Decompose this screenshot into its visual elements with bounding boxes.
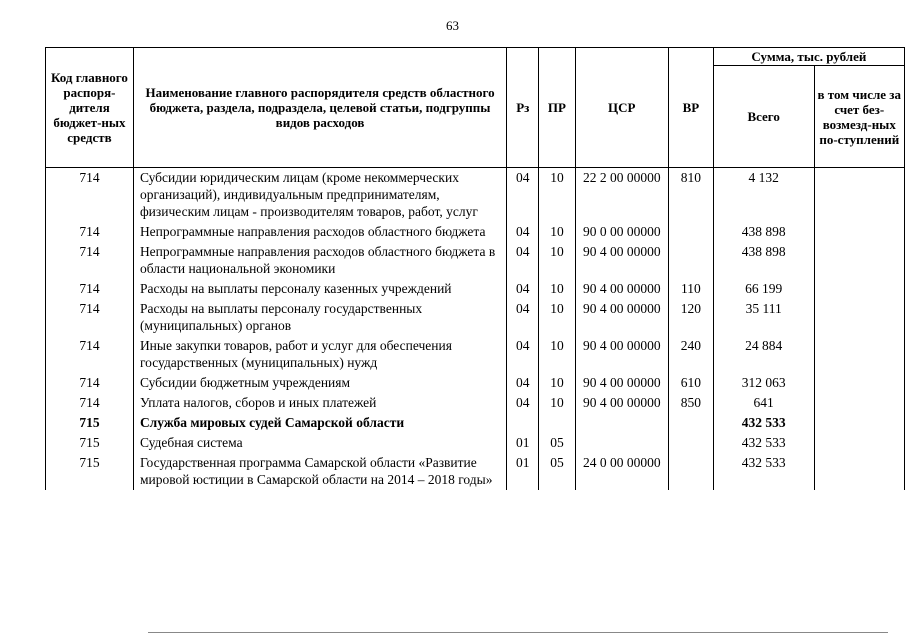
cell-name: Судебная система [133,433,506,453]
cell-rz: 01 [507,453,539,490]
cell-incl [814,373,904,393]
cell-code: 714 [46,373,134,393]
cell-code: 714 [46,336,134,373]
cell-incl [814,242,904,279]
cell-rz [507,413,539,433]
cell-code: 714 [46,222,134,242]
cell-incl [814,279,904,299]
table-row [46,453,905,490]
cell-name: Непрограммные направления расходов областного бюджета [133,222,506,242]
cell-name: Уплата налогов, сборов и иных платежей [133,393,506,413]
cell-csr: 90 4 00 00000 [575,393,668,413]
cell-pr: 05 [539,453,575,490]
cell-total: 24 884 [713,336,814,373]
table-row [46,413,905,433]
cell-pr: 10 [539,336,575,373]
table-row [46,393,905,413]
cell-name: Расходы на выплаты персоналу государственных (муниципальных) органов [133,299,506,336]
cell-total: 438 898 [713,222,814,242]
header-vr: ВР [668,48,713,168]
header-csr: ЦСР [575,48,668,168]
cell-total: 432 533 [713,453,814,490]
table-row [46,336,905,373]
cell-name: Иные закупки товаров, работ и услуг для обеспечения государственных (муниципальных) нужд [133,336,506,373]
cell-vr: 850 [668,393,713,413]
cell-csr: 90 0 00 00000 [575,222,668,242]
table-row [46,373,905,393]
cell-pr: 10 [539,279,575,299]
header-pr: ПР [539,48,575,168]
cell-incl [814,299,904,336]
cell-total: 4 132 [713,168,814,223]
cell-total: 66 199 [713,279,814,299]
cell-csr: 22 2 00 00000 [575,168,668,223]
cell-pr: 10 [539,168,575,223]
cell-total: 432 533 [713,433,814,453]
cell-incl [814,393,904,413]
cell-vr [668,242,713,279]
cell-csr: 90 4 00 00000 [575,242,668,279]
cell-name: Служба мировых судей Самарской области [133,413,506,433]
cell-vr: 110 [668,279,713,299]
cell-name: Субсидии бюджетным учреждениям [133,373,506,393]
cell-total: 641 [713,393,814,413]
cell-incl [814,453,904,490]
cell-pr: 10 [539,393,575,413]
cell-incl [814,222,904,242]
cell-incl [814,336,904,373]
cell-pr: 10 [539,222,575,242]
cell-vr [668,453,713,490]
cell-vr: 240 [668,336,713,373]
header-rz: Рз [507,48,539,168]
cell-pr [539,413,575,433]
cell-code: 715 [46,433,134,453]
budget-table [45,47,905,490]
table-row [46,279,905,299]
header-total: Всего [713,66,814,168]
cell-pr: 05 [539,433,575,453]
cell-code: 714 [46,393,134,413]
cell-name: Расходы на выплаты персоналу казенных учреждений [133,279,506,299]
cell-code: 714 [46,168,134,223]
cell-name: Государственная программа Самарской области «Развитие мировой юстиции в Самарской области на 2014 – 2018 годы» [133,453,506,490]
cell-code: 715 [46,413,134,433]
header-name: Наименование главного распорядителя средств областного бюджета, раздела, подраздела, целевой статьи, подгруппы видов расходов [133,48,506,168]
table-row [46,242,905,279]
cell-total: 312 063 [713,373,814,393]
footer-divider [148,632,888,633]
cell-incl [814,413,904,433]
table-body [46,168,905,491]
cell-total: 35 111 [713,299,814,336]
cell-code: 714 [46,299,134,336]
page-number: 63 [446,18,459,33]
cell-vr: 610 [668,373,713,393]
cell-vr [668,433,713,453]
cell-csr [575,433,668,453]
cell-total: 438 898 [713,242,814,279]
cell-csr: 90 4 00 00000 [575,373,668,393]
cell-vr [668,413,713,433]
cell-pr: 10 [539,373,575,393]
cell-vr: 120 [668,299,713,336]
header-incl: в том числе за счет без-возмезд-ных по-ступлений [814,66,904,168]
cell-code: 714 [46,279,134,299]
cell-name: Непрограммные направления расходов областного бюджета в области национальной экономики [133,242,506,279]
header-sum: Сумма, тыс. рублей [713,48,904,66]
cell-vr [668,222,713,242]
cell-csr: 90 4 00 00000 [575,299,668,336]
cell-vr: 810 [668,168,713,223]
cell-csr: 24 0 00 00000 [575,453,668,490]
cell-csr [575,413,668,433]
cell-rz: 04 [507,168,539,223]
table-row [46,299,905,336]
cell-incl [814,168,904,223]
cell-pr: 10 [539,242,575,279]
cell-incl [814,433,904,453]
cell-rz: 04 [507,279,539,299]
cell-rz: 04 [507,222,539,242]
cell-csr: 90 4 00 00000 [575,279,668,299]
cell-rz: 04 [507,242,539,279]
header-code: Код главного распоря-дителя бюджет-ных средств [46,48,134,168]
cell-rz: 04 [507,299,539,336]
cell-code: 715 [46,453,134,490]
cell-name: Субсидии юридическим лицам (кроме некоммерческих организаций), индивидуальным предпринимателям, физическим лицам - производителям товаров, работ, услуг [133,168,506,223]
cell-total: 432 533 [713,413,814,433]
table-row [46,222,905,242]
cell-rz: 04 [507,336,539,373]
cell-rz: 04 [507,393,539,413]
cell-rz: 04 [507,373,539,393]
cell-code: 714 [46,242,134,279]
cell-rz: 01 [507,433,539,453]
table-row [46,433,905,453]
table-row [46,168,905,223]
cell-pr: 10 [539,299,575,336]
cell-csr: 90 4 00 00000 [575,336,668,373]
